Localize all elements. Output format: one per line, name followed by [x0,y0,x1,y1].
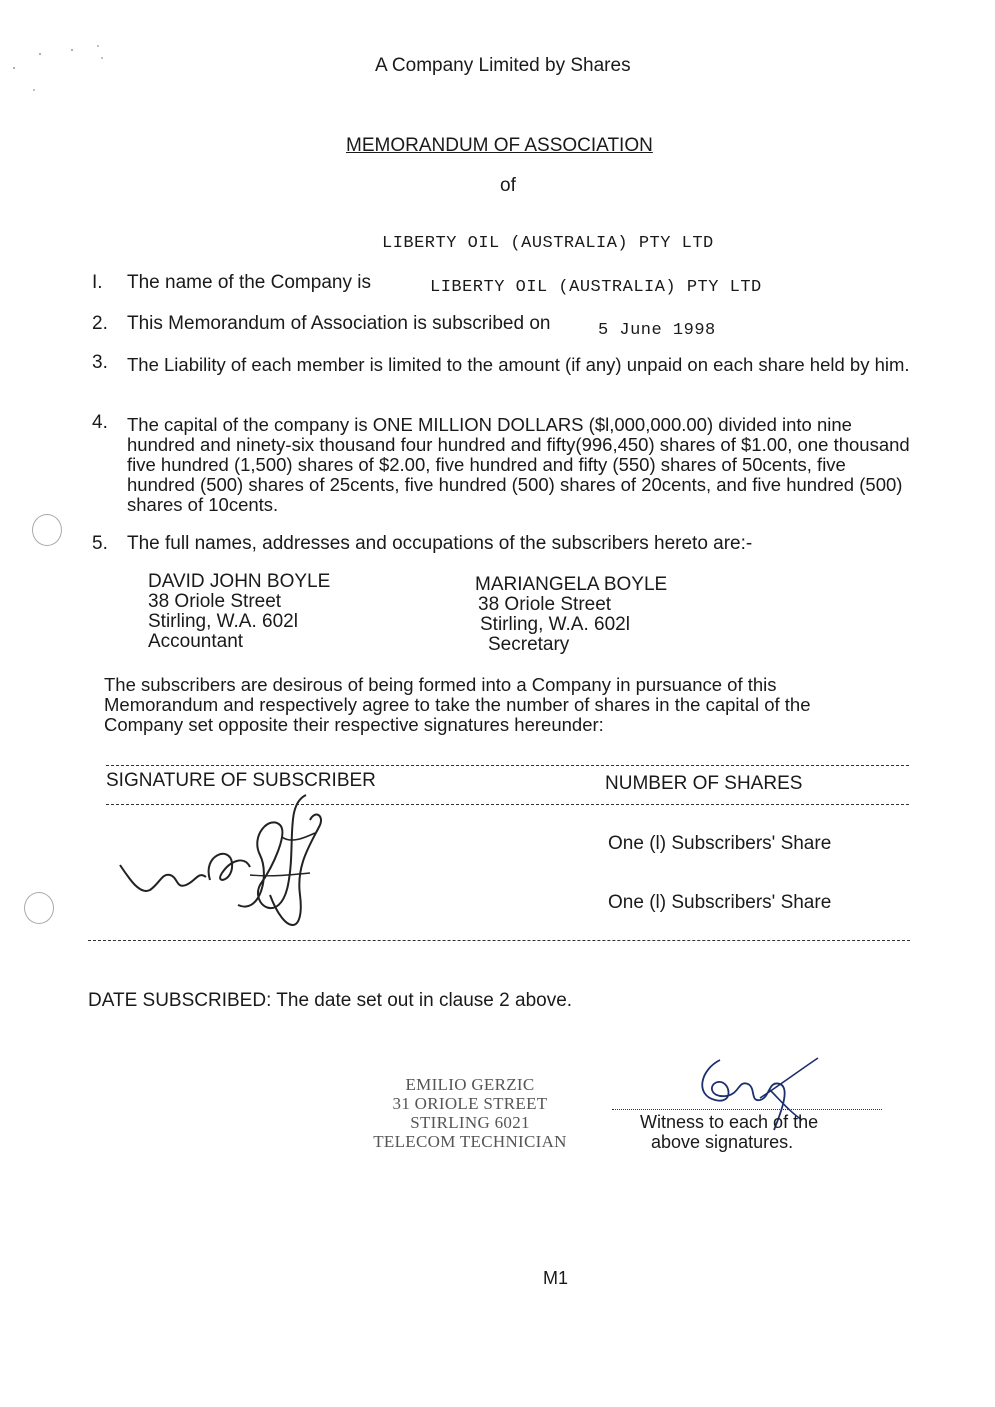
subscriber-occupation: Accountant [148,631,244,652]
subscriber-name: DAVID JOHN BOYLE [148,571,331,592]
clause-number: 2. [92,313,108,334]
clause-text: The Liability of each member is limited to the amount (if any) unpaid on each share held by him. [127,354,910,375]
page-number: M1 [543,1268,569,1288]
clause-text: The name of the Company is [127,272,371,293]
signature-scribble [110,785,330,945]
company-type: A Company Limited by Shares [375,55,631,76]
shares-column-header: NUMBER OF SHARES [605,773,803,794]
date-subscribed-label: DATE SUBSCRIBED [88,990,267,1011]
scan-specks [10,40,110,100]
company-name-value: LIBERTY OIL (AUSTRALIA) PTY LTD [430,278,762,297]
company-name-heading: LIBERTY OIL (AUSTRALIA) PTY LTD [382,234,714,253]
stamp-line: STIRLING 6021 [410,1113,530,1132]
table-rule-top [106,765,909,766]
table-rule-bottom [88,940,910,941]
punch-hole [32,514,62,546]
stamp-line: TELECOM TECHNICIAN [373,1132,567,1151]
witness-caption: Witness to each of the [640,1112,819,1132]
stamp-line: EMILIO GERZIC [405,1075,535,1094]
witness-stamp [360,1075,580,1151]
subscriber-street: 38 Oriole Street [478,594,612,615]
subscriber-signatures [110,785,330,945]
stamp-line: 31 ORIOLE STREET [392,1094,548,1113]
date-subscribed-text: : The date set out in clause 2 above. [266,990,573,1011]
clause-number: 5. [92,533,108,554]
title-of: of [500,175,516,196]
date-subscribed [88,990,572,1012]
clause-number: 3. [92,352,108,373]
subscription-date: 5 June 1998 [598,321,716,340]
clause-text: This Memorandum of Association is subscribed on [127,313,551,334]
clause-text: The full names, addresses and occupations of the subscribers hereto are:- [127,533,753,554]
witness-caption: above signatures. [651,1132,794,1152]
subscriber-name: MARIANGELA BOYLE [475,574,668,595]
declaration-text: The subscribers are desirous of being formed into a Company in pursuance of this Memorandum and respectively agree to take the number of shares in the capital of the Company set opposite their respective signatures hereunder: [104,674,811,735]
clause-text: The capital of the company is ONE MILLION DOLLARS ($l,000,000.00) divided into nine hundred and ninety-six thousand four hundred and fifty(996,450) shares of $1.00, one thousand five hundred (1,500) shares of $2.00, five hundred and fifty (550) shares of 50cents, five hundred (500) shares of 25cents, five hundred (500) shares of 20cents, and five hundred (500) shares of 10cents. [127,414,910,515]
subscriber-suburb: Stirling, W.A. 602l [148,611,298,632]
share-allocation: One (l) Subscribers' Share [608,892,832,913]
specks-graphic [10,40,110,100]
subscriber-occupation: Secretary [488,634,570,655]
document-title: MEMORANDUM OF ASSOCIATION [346,135,653,156]
subscriber-suburb: Stirling, W.A. 602l [480,614,630,635]
clause-number: I. [92,272,103,293]
signature-column-header: SIGNATURE OF SUBSCRIBER [106,770,376,791]
punch-hole [24,892,54,924]
clause-number: 4. [92,412,108,433]
share-allocation: One (l) Subscribers' Share [608,833,832,854]
subscriber-street: 38 Oriole Street [148,591,282,612]
